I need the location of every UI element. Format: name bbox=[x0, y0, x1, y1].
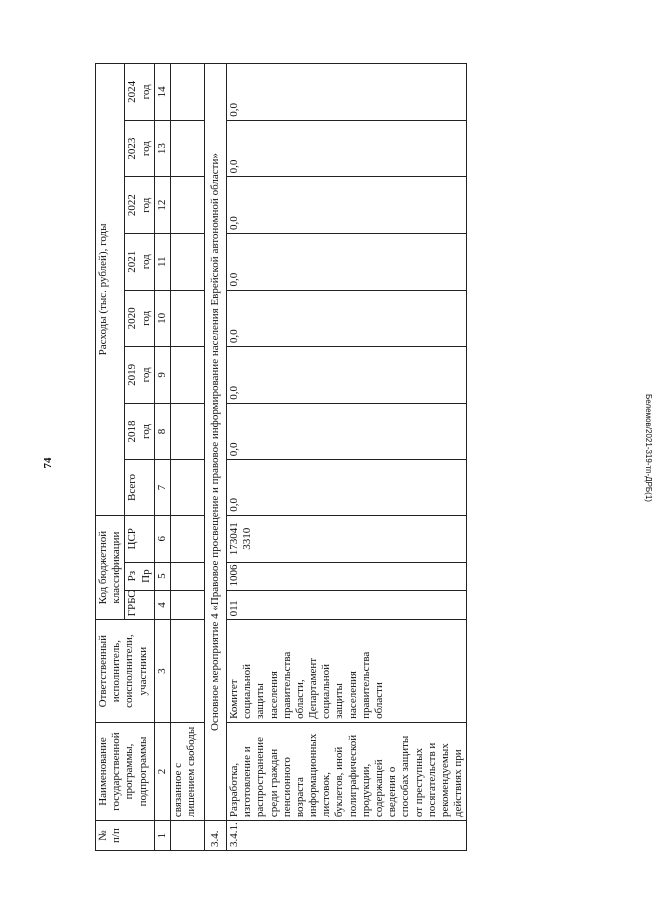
header-num: № п/п bbox=[96, 821, 155, 851]
row-number: 3.4.1. bbox=[226, 821, 466, 851]
section-title: Основное мероприятие 4 «Правовое просвещение и правовое информирование населения Еврейской автономной области» bbox=[204, 64, 226, 821]
col-number: 4 bbox=[154, 590, 170, 620]
row-total: 0,0 bbox=[226, 460, 466, 516]
col-number: 6 bbox=[154, 515, 170, 562]
col-number: 9 bbox=[154, 347, 170, 404]
header-name: Наименование государственной программы, подпрограммы bbox=[96, 722, 155, 820]
col-number: 1 bbox=[154, 821, 170, 851]
continuation-row bbox=[170, 64, 204, 851]
rotated-table-container bbox=[95, 63, 465, 851]
row-rzpr: 1006 bbox=[226, 562, 466, 590]
section-number: 3.4. bbox=[204, 821, 226, 851]
row-name: Разработка, изготовление и распространение среди граждан пенсионного возраста информационных листовок, буклетов, иной полиграфической продукции, содержащей сведения о способах защиты от преступных посягательств и рекомендуемых действиях при bbox=[226, 722, 466, 820]
header-year-2024: 2024 год bbox=[125, 64, 154, 121]
col-number: 10 bbox=[154, 290, 170, 347]
page-number: 74 bbox=[42, 457, 54, 469]
col-number: 5 bbox=[154, 562, 170, 590]
header-csr: ЦСР bbox=[125, 515, 154, 562]
header-expenses: Расходы (тыс. рублей), годы bbox=[96, 64, 125, 516]
col-number: 2 bbox=[154, 722, 170, 820]
header-year-2018: 2018 год bbox=[125, 403, 154, 460]
row-year-2022: 0,0 bbox=[226, 177, 466, 234]
row-year-2024: 0,0 bbox=[226, 64, 466, 121]
column-numbers-row bbox=[154, 64, 170, 851]
expenses-table bbox=[95, 63, 467, 851]
header-row bbox=[96, 64, 125, 851]
continuation-text: связанное с лишением свободы bbox=[170, 722, 204, 820]
col-number: 3 bbox=[154, 620, 170, 722]
row-year-2018: 0,0 bbox=[226, 403, 466, 460]
header-grbs: ГРБС bbox=[125, 590, 154, 620]
header-year-2019: 2019 год bbox=[125, 347, 154, 404]
col-number: 13 bbox=[154, 120, 170, 177]
col-number: 7 bbox=[154, 460, 170, 516]
col-number: 11 bbox=[154, 233, 170, 290]
row-year-2020: 0,0 bbox=[226, 290, 466, 347]
row-grbs: 011 bbox=[226, 590, 466, 620]
document-code: Белемов/2021-319-тп-ДРБ(1) bbox=[644, 394, 653, 502]
row-responsible: Комитет социальной защиты населения правительства области, Департамент социальной защиты населения правительства области bbox=[226, 620, 466, 722]
header-rzpr: Рз Пр bbox=[125, 562, 154, 590]
row-year-2023: 0,0 bbox=[226, 120, 466, 177]
header-year-2023: 2023 год bbox=[125, 120, 154, 177]
header-year-2022: 2022 год bbox=[125, 177, 154, 234]
col-number: 8 bbox=[154, 403, 170, 460]
row-year-2021: 0,0 bbox=[226, 233, 466, 290]
header-budget-code: Код бюджетной классификации bbox=[96, 515, 125, 620]
col-number: 14 bbox=[154, 64, 170, 121]
data-row bbox=[226, 64, 466, 851]
section-row bbox=[204, 64, 226, 851]
header-resp: Ответственный исполнитель, соисполнители, участники bbox=[96, 620, 155, 722]
row-csr: 173041 3310 bbox=[226, 515, 466, 562]
header-year-2021: 2021 год bbox=[125, 233, 154, 290]
col-number: 12 bbox=[154, 177, 170, 234]
header-total: Всего bbox=[125, 460, 154, 516]
row-year-2019: 0,0 bbox=[226, 347, 466, 404]
header-year-2020: 2020 год bbox=[125, 290, 154, 347]
